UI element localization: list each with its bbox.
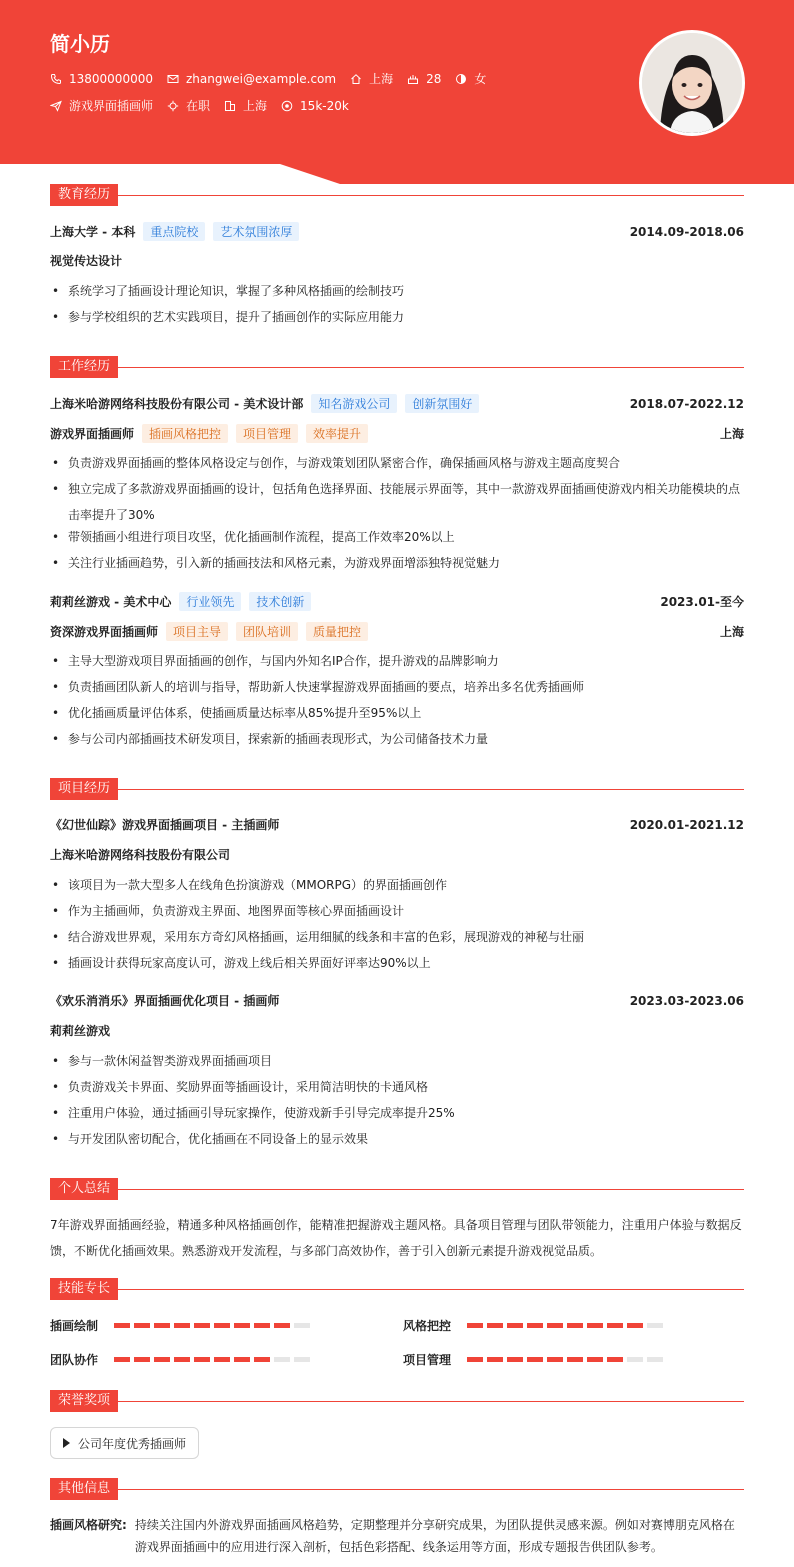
work-role-row [50, 622, 744, 641]
city-item [224, 97, 267, 114]
other-key: 插画风格研究: [50, 1518, 127, 1532]
section-divider [118, 789, 744, 790]
work-city: 上海 [719, 625, 744, 639]
project-bullet: • 结合游戏世界观，采用东方奇幻风格插画，运用细腻的线条和丰富的色彩，展现游戏的神秘与壮丽 [50, 924, 744, 950]
skill-segment-filled [567, 1357, 583, 1362]
phone-text: 13800000000 [69, 71, 153, 86]
skill-segment-filled [607, 1357, 623, 1362]
skill-segment-filled [194, 1323, 210, 1328]
skill-name: 团队协作 [50, 1353, 99, 1367]
education-bullet: • 参与学校组织的艺术实践项目，提升了插画创作的实际应用能力 [50, 304, 744, 330]
skill-level-bar [114, 1357, 314, 1362]
section-divider [118, 1289, 744, 1290]
role-tag: 项目主导 [166, 622, 228, 641]
project-name: 《欢乐消消乐》界面插画优化项目 - 插画师 [50, 994, 280, 1008]
skill-segment-filled [214, 1357, 230, 1362]
work-bullet: • 负责插画团队新人的培训与指导，帮助新人快速掌握游戏界面插画的要点，培养出多名优秀插画师 [50, 674, 744, 700]
contact-row [50, 70, 500, 87]
role-name: 资深游戏界面插画师 [50, 625, 159, 639]
skill-segment-empty [647, 1323, 663, 1328]
other-value: 持续关注国内外游戏界面插画风格趋势，定期整理并分享研究成果，为团队提供灵感来源。例如对赛博朋克风格在游戏界面插画中的应用进行深入剖析，包括色彩搭配、线条运用等方面，形成专题报告供团队参考。 [134, 1518, 735, 1554]
skill-segment-empty [294, 1323, 310, 1328]
skill-segment-filled [214, 1323, 230, 1328]
skill-segment-filled [254, 1323, 270, 1328]
section-title-skills: 技能专长 [50, 1278, 118, 1300]
gender-item [455, 70, 486, 87]
project-org-row [50, 1022, 744, 1039]
skill-segment-filled [154, 1357, 170, 1362]
project-header [50, 816, 744, 833]
skill-segment-filled [134, 1357, 150, 1362]
resume-header [0, 0, 794, 190]
skill-segment-filled [527, 1323, 543, 1328]
project-bullet: • 插画设计获得玩家高度认可，游戏上线后相关界面好评率达90%以上 [50, 950, 744, 976]
skill-segment-filled [487, 1357, 503, 1362]
education-header [50, 222, 744, 241]
skill-segment-filled [547, 1357, 563, 1362]
education-major-row [50, 252, 744, 269]
role-name: 游戏界面插画师 [50, 427, 135, 441]
skill-name: 项目管理 [403, 1353, 452, 1367]
section-title-summary: 个人总结 [50, 1178, 118, 1200]
gender-text: 女 [474, 72, 487, 86]
work-bullet: • 负责游戏界面插画的整体风格设定与创作，与游戏策划团队紧密合作，确保插画风格与游戏主题高度契合 [50, 450, 744, 476]
role-tag: 团队培训 [236, 622, 298, 641]
education-date: 2014.09-2018.06 [629, 224, 744, 239]
skill-segment-filled [134, 1323, 150, 1328]
skill-segment-filled [587, 1357, 603, 1362]
skill-level-bar [467, 1357, 667, 1362]
work-role-row [50, 424, 744, 443]
work-bullet: • 关注行业插画趋势，引入新的插画技法和风格元素，为游戏界面增添独特视觉魅力 [50, 550, 744, 576]
skill-segment-filled [234, 1357, 250, 1362]
skill-item [403, 1317, 667, 1334]
section-awards [50, 1390, 744, 1412]
section-title-awards: 荣誉奖项 [50, 1390, 118, 1412]
school-tag: 重点院校 [143, 222, 205, 241]
project-date: 2020.01-2021.12 [629, 817, 744, 832]
status-item [167, 97, 210, 114]
project-org: 上海米哈游网络科技股份有限公司 [50, 848, 231, 862]
status-icon [167, 100, 179, 112]
other-info [50, 1514, 744, 1558]
section-title-other: 其他信息 [50, 1478, 118, 1500]
email-item [167, 72, 336, 86]
role-tag: 效率提升 [306, 424, 368, 443]
status-text: 在职 [186, 99, 211, 113]
phone-icon [50, 73, 62, 85]
work-bullet: • 带领插画小组进行项目攻坚，优化插画制作流程，提高工作效率20%以上 [50, 524, 744, 550]
phone-item [50, 72, 153, 86]
section-project [50, 778, 744, 800]
section-divider [118, 367, 744, 368]
role-tag: 项目管理 [236, 424, 298, 443]
skill-segment-empty [627, 1357, 643, 1362]
project-bullet: • 负责游戏关卡界面、奖励界面等插画设计，采用简洁明快的卡通风格 [50, 1074, 744, 1100]
company-tag: 创新氛围好 [405, 394, 479, 413]
section-title-project: 项目经历 [50, 778, 118, 800]
summary-text: 7年游戏界面插画经验，精通多种风格插画创作，能精准把握游戏主题风格。具备项目管理与团队带领能力，注重用户体验与数据反馈，不断优化插画效果。熟悉游戏开发流程，与多部门高效协作，善于引入创新元素提升游戏视觉品质。 [50, 1218, 742, 1258]
project-bullet: • 参与一款休闲益智类游戏界面插画项目 [50, 1048, 744, 1074]
work-date: 2018.07-2022.12 [629, 396, 744, 411]
avatar [639, 30, 745, 136]
section-title-work: 工作经历 [50, 356, 118, 378]
award-item[interactable] [50, 1427, 199, 1459]
job-row [50, 97, 363, 114]
city-text: 上海 [243, 99, 268, 113]
section-divider [118, 195, 744, 196]
skill-segment-filled [467, 1323, 483, 1328]
skill-segment-filled [154, 1323, 170, 1328]
skill-segment-filled [527, 1357, 543, 1362]
skill-segment-filled [627, 1323, 643, 1328]
section-title-education: 教育经历 [50, 184, 118, 206]
section-divider [118, 1401, 744, 1402]
age-text: 28 [426, 71, 442, 86]
skill-name: 风格把控 [403, 1319, 452, 1333]
section-other [50, 1478, 744, 1500]
company-tag: 技术创新 [249, 592, 311, 611]
project-bullet: • 与开发团队密切配合，优化插画在不同设备上的显示效果 [50, 1126, 744, 1152]
skill-item [50, 1351, 314, 1368]
hometown-text: 上海 [369, 72, 394, 86]
salary-item [281, 99, 349, 113]
work-date: 2023.01-至今 [660, 595, 744, 609]
work-header [50, 394, 744, 413]
project-date: 2023.03-2023.06 [629, 993, 744, 1008]
skill-segment-empty [647, 1357, 663, 1362]
money-icon [281, 100, 293, 112]
role-tag: 插画风格把控 [142, 424, 228, 443]
skill-segment-filled [587, 1323, 603, 1328]
award-text: 公司年度优秀插画师 [78, 1436, 187, 1451]
cake-icon [407, 73, 419, 85]
school-name: 上海大学 - 本科 [50, 225, 136, 239]
skill-name: 插画绘制 [50, 1319, 99, 1333]
home-icon [350, 73, 362, 85]
skill-item [50, 1317, 314, 1334]
email-text: zhangwei@example.com [185, 71, 337, 86]
skill-segment-filled [254, 1357, 270, 1362]
section-divider [118, 1189, 744, 1190]
job-item [50, 97, 153, 114]
project-org: 莉莉丝游戏 [50, 1024, 111, 1038]
play-icon [63, 1438, 70, 1448]
role-tag: 质量把控 [306, 622, 368, 641]
skill-segment-filled [274, 1323, 290, 1328]
work-bullet: • 独立完成了多款游戏界面插画的设计，包括角色选择界面、技能展示界面等，其中一款游戏界面插画使游戏内相关功能模块的点击率提升了30% [50, 476, 744, 528]
skill-segment-filled [114, 1357, 130, 1362]
skill-segment-filled [174, 1357, 190, 1362]
skill-segment-empty [294, 1357, 310, 1362]
mail-icon [167, 73, 179, 85]
work-header [50, 592, 744, 611]
avatar-portrait [642, 33, 742, 133]
work-city: 上海 [719, 427, 744, 441]
skill-level-bar [114, 1323, 314, 1328]
skill-segment-filled [507, 1357, 523, 1362]
skill-segment-filled [234, 1323, 250, 1328]
skill-segment-filled [487, 1323, 503, 1328]
school-tag: 艺术氛围浓厚 [213, 222, 299, 241]
project-header [50, 992, 744, 1009]
company-name: 莉莉丝游戏 - 美术中心 [50, 595, 172, 609]
skill-level-bar [467, 1323, 667, 1328]
age-item [407, 72, 441, 86]
skill-segment-filled [174, 1323, 190, 1328]
section-education [50, 184, 744, 206]
section-work [50, 356, 744, 378]
skill-segment-filled [194, 1357, 210, 1362]
project-org-row [50, 846, 744, 863]
send-icon [50, 100, 62, 112]
education-bullet: • 系统学习了插画设计理论知识，掌握了多种风格插画的绘制技巧 [50, 278, 744, 304]
work-bullet: • 主导大型游戏项目界面插画的创作，与国内外知名IP合作，提升游戏的品牌影响力 [50, 648, 744, 674]
section-divider [118, 1489, 744, 1490]
project-bullet: • 该项目为一款大型多人在线角色扮演游戏（MMORPG）的界面插画创作 [50, 872, 744, 898]
job-text: 游戏界面插画师 [69, 99, 154, 113]
skill-segment-filled [114, 1323, 130, 1328]
hometown-item [350, 70, 393, 87]
skill-segment-filled [547, 1323, 563, 1328]
work-bullet: • 优化插画质量评估体系，使插画质量达标率从85%提升至95%以上 [50, 700, 744, 726]
work-bullet: • 参与公司内部插画技术研发项目，探索新的插画表现形式，为公司储备技术力量 [50, 726, 744, 752]
skill-item [403, 1351, 667, 1368]
candidate-name: 简小历 [50, 32, 110, 56]
company-name: 上海米哈游网络科技股份有限公司 - 美术设计部 [50, 397, 304, 411]
project-name: 《幻世仙踪》游戏界面插画项目 - 主插画师 [50, 818, 280, 832]
project-bullet: • 注重用户体验，通过插画引导玩家操作，使游戏新手引导完成率提升25% [50, 1100, 744, 1126]
skill-segment-filled [607, 1323, 623, 1328]
skill-segment-filled [567, 1323, 583, 1328]
gender-icon [455, 73, 467, 85]
building-icon [224, 100, 236, 112]
section-skills [50, 1278, 744, 1300]
company-tag: 知名游戏公司 [311, 394, 397, 413]
project-bullet: • 作为主插画师，负责游戏主界面、地图界面等核心界面插画设计 [50, 898, 744, 924]
skill-segment-filled [467, 1357, 483, 1362]
salary-text: 15k-20k [300, 98, 349, 113]
skill-segment-empty [274, 1357, 290, 1362]
section-summary [50, 1178, 744, 1200]
skill-segment-filled [507, 1323, 523, 1328]
major: 视觉传达设计 [50, 254, 123, 268]
company-tag: 行业领先 [179, 592, 241, 611]
